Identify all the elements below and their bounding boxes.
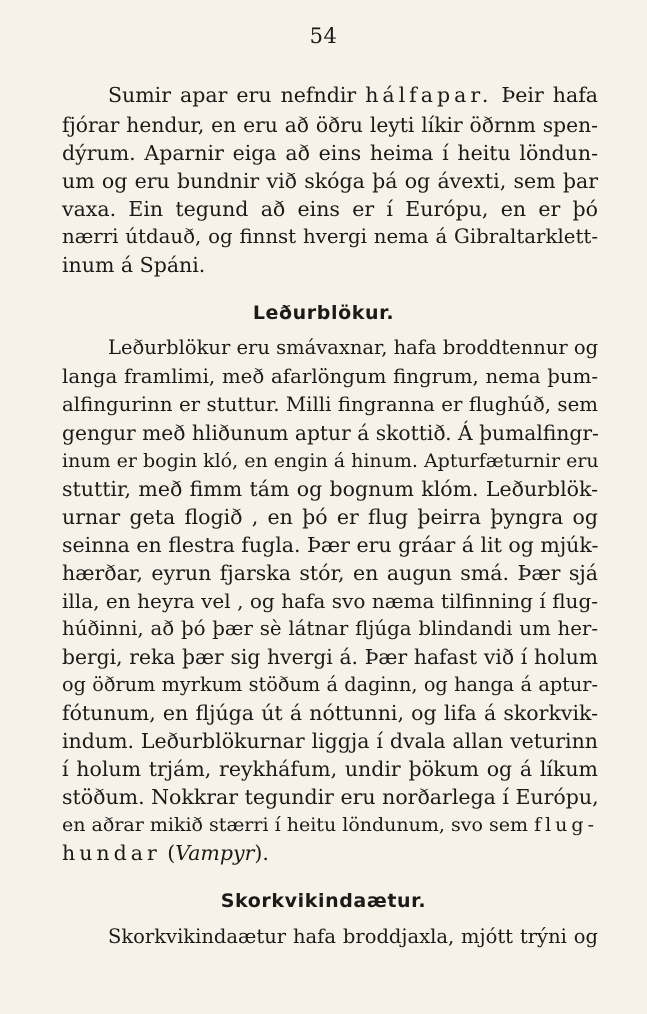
text-line: inum á Spáni. (62, 253, 206, 277)
text-line: í holum trjám, reykháfum, undir þökum og á líkum (62, 757, 598, 781)
text-line: urnar geta flogið , en þó er flug þeirra þyngra og (62, 505, 598, 529)
text-line: um og eru bundnir við skóga þá og ávexti, sem þar (62, 169, 598, 193)
text-line: alfingurinn er stuttur. Milli fingranna er flughúð, sem (62, 393, 598, 416)
text-line: og öðrum myrkum stöðum á daginn, og hanga á aptur- (62, 673, 598, 696)
section-heading-ledurblokur: Leðurblökur. (252, 302, 395, 324)
text-line: dýrum. Aparnir eiga að eins heima í heitu löndun- (62, 141, 598, 165)
text-line: inum er bogin kló, en engin á hinum. Apturfæturnir eru (62, 450, 599, 472)
text-line: Sumir apar eru nefndir hálfapar. Þeir hafa (108, 83, 599, 107)
term-flughundar: flug- (534, 814, 598, 836)
text-line: vaxa. Ein tegund að eins er í Európu, en er þó (62, 197, 598, 221)
page-number: 54 (309, 24, 338, 48)
text-line: stuttir, með fimm tám og bognum klóm. Leðurblök- (62, 477, 598, 501)
text-line: indum. Leðurblökurnar liggja í dvala allan veturinn (62, 729, 598, 753)
term-hundar: hundar (62, 841, 161, 865)
text-line: seinna en flestra fugla. Þær eru gráar á lit og mjúk- (62, 533, 599, 557)
text-line: illa, en heyra vel , og hafa svo næma tilfinning í flug- (62, 589, 598, 613)
text-line: Skorkvikindaætur hafa broddjaxla, mjótt trýni og (108, 925, 598, 948)
text-line: langa framlimi, með afarlöngum fingrum, nema þum- (62, 365, 598, 388)
text-line: Leðurblökur eru smávaxnar, hafa broddtennur og (108, 336, 599, 359)
latin-name-vampyr: Vampyr (175, 841, 255, 865)
text-line: stöðum. Nokkrar tegundir eru norðarlega í Európu, (62, 785, 599, 809)
text-line: hærðar, eyrun fjarska stór, en augun smá. Þær sjá (62, 561, 598, 585)
text-line: fótunum, en fljúga út á nóttunni, og lifa á skorkvik- (62, 701, 598, 725)
text-line: húðinni, að þó þær sè látnar fljúga blindandi um her- (62, 617, 598, 640)
term-halfapar: hálfapar. (365, 83, 493, 107)
text-line: bergi, reka þær sig hvergi á. Þær hafast við í holum (62, 645, 598, 669)
text-line: fjórar hendur, en eru að öðru leyti líkir öðrnm spen- (62, 113, 598, 137)
text-line: nærri útdauð, og finnst hvergi nema á Gibraltarklett- (62, 225, 598, 248)
text-line: en aðrar mikið stærri í heitu löndunum, svo sem flug- (62, 814, 598, 836)
text-line: gengur með hliðunum aptur á skottið. Á þumalfingr- (62, 421, 599, 445)
text-line: hundar (Vampyr). (62, 841, 269, 865)
section-heading-skorkvikindaaetur: Skorkvikindaætur. (220, 890, 427, 912)
